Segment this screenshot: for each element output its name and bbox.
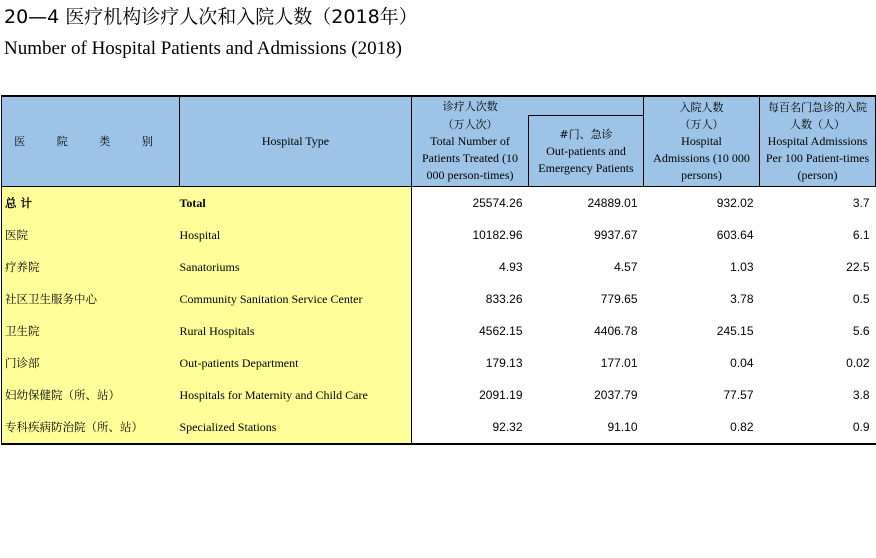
header-admissions-en: Hospital Admissions (10 000 persons) — [653, 134, 750, 182]
row-category-cn: 卫生院 — [2, 315, 180, 347]
row-outpatient: 4.57 — [614, 260, 638, 274]
row-admissions: 932.02 — [644, 187, 760, 220]
row-outpatient: 2037.79 — [594, 388, 638, 402]
row-category-cn: 总 计 — [2, 187, 180, 220]
row-category-en: Total — [180, 187, 412, 220]
row-category-cn: 门诊部 — [2, 347, 180, 379]
row-category-cn: 医院 — [2, 219, 180, 251]
header-category-en — [180, 96, 412, 187]
table-row — [2, 219, 876, 251]
header-admissions-unit-cn: （万人） — [679, 118, 724, 131]
row-admissions: 1.03 — [730, 260, 754, 274]
row-per100: 0.02 — [846, 356, 870, 370]
row-outpatient: 779.65 — [600, 292, 638, 306]
header-category-en-text: Hospital Type — [261, 134, 330, 148]
header-admissions-cn: 入院人数 — [679, 101, 724, 114]
row-category-en: Sanatoriums — [180, 251, 412, 283]
row-admissions: 0.82 — [644, 411, 760, 444]
row-visits: 4.93 — [499, 260, 523, 274]
row-per100: 3.7 — [760, 187, 876, 220]
row-category-en: Out-patients Department — [180, 347, 412, 379]
row-outpatient: 4406.78 — [594, 324, 638, 338]
header-visits-spacer — [529, 96, 644, 116]
page-title-chinese: 20—4 医疗机构诊疗人次和入院人数（2018年） — [4, 6, 418, 28]
page-title-english: Number of Hospital Patients and Admissions (2018) — [4, 38, 402, 59]
row-admissions: 603.64 — [716, 228, 754, 242]
row-visits: 833.26 — [485, 292, 523, 306]
table-row — [2, 251, 876, 283]
header-admissions — [644, 96, 760, 187]
row-outpatient: 24889.01 — [529, 187, 644, 220]
row-per100: 5.6 — [852, 324, 870, 338]
row-outpatient: 9937.67 — [594, 228, 638, 242]
header-outpatient — [529, 116, 644, 187]
header-visits-cn: 诊疗人次数 — [442, 99, 498, 113]
row-outpatient: 177.01 — [600, 356, 638, 370]
header-visits — [412, 96, 529, 116]
header-per100-cn: 每百名门急诊的入院人数（人） — [768, 101, 867, 131]
row-per100: 0.9 — [760, 411, 876, 444]
row-category-en: Hospitals for Maternity and Child Care — [180, 379, 412, 411]
row-per100: 6.1 — [852, 228, 870, 242]
table-row — [2, 283, 876, 315]
row-admissions: 3.78 — [730, 292, 754, 306]
table-body — [2, 187, 876, 445]
header-outpatient-en: Out-patients and Emergency Patients — [538, 143, 634, 175]
table-row — [2, 187, 876, 220]
table-row — [2, 315, 876, 347]
table-row — [2, 347, 876, 379]
row-category-en: Rural Hospitals — [180, 315, 412, 347]
row-category-en: Specialized Stations — [180, 411, 412, 444]
row-category-cn: 妇幼保健院（所、站） — [2, 379, 180, 411]
header-category-cn-text: 医 院 类 别 — [14, 135, 167, 148]
table-row — [2, 379, 876, 411]
row-per100: 22.5 — [846, 260, 870, 274]
row-category-en: Hospital — [180, 219, 412, 251]
header-per100 — [760, 96, 876, 187]
row-category-cn: 专科疾病防治院（所、站） — [2, 411, 180, 444]
header-visits-unit-cn: （万人次） — [442, 117, 498, 131]
hospital-patients-table — [1, 95, 876, 445]
row-admissions: 77.57 — [723, 388, 754, 402]
row-category-cn: 疗养院 — [2, 251, 180, 283]
table-row — [2, 411, 876, 444]
row-category-cn: 社区卫生服务中心 — [2, 283, 180, 315]
row-visits: 10182.96 — [472, 228, 523, 242]
row-category-en: Community Sanitation Service Center — [180, 283, 412, 315]
header-category-cn — [2, 96, 180, 187]
header-visits-en: Total Number of Patients Treated (10 000 person-times) — [422, 133, 518, 182]
row-admissions: 0.04 — [730, 356, 754, 370]
row-visits: 2091.19 — [479, 388, 523, 402]
row-visits: 92.32 — [412, 411, 529, 444]
row-visits: 4562.15 — [479, 324, 523, 338]
row-visits: 179.13 — [485, 356, 523, 370]
row-visits: 25574.26 — [412, 187, 529, 220]
header-per100-en: Hospital Admissions Per 100 Patient-times (person) — [765, 134, 870, 182]
row-per100: 3.8 — [852, 388, 870, 402]
row-admissions: 245.15 — [716, 324, 754, 338]
header-visits-detail — [412, 116, 529, 187]
header-outpatient-cn: #门、急诊 — [559, 127, 613, 141]
row-per100: 0.5 — [852, 292, 870, 306]
row-outpatient: 91.10 — [529, 411, 644, 444]
